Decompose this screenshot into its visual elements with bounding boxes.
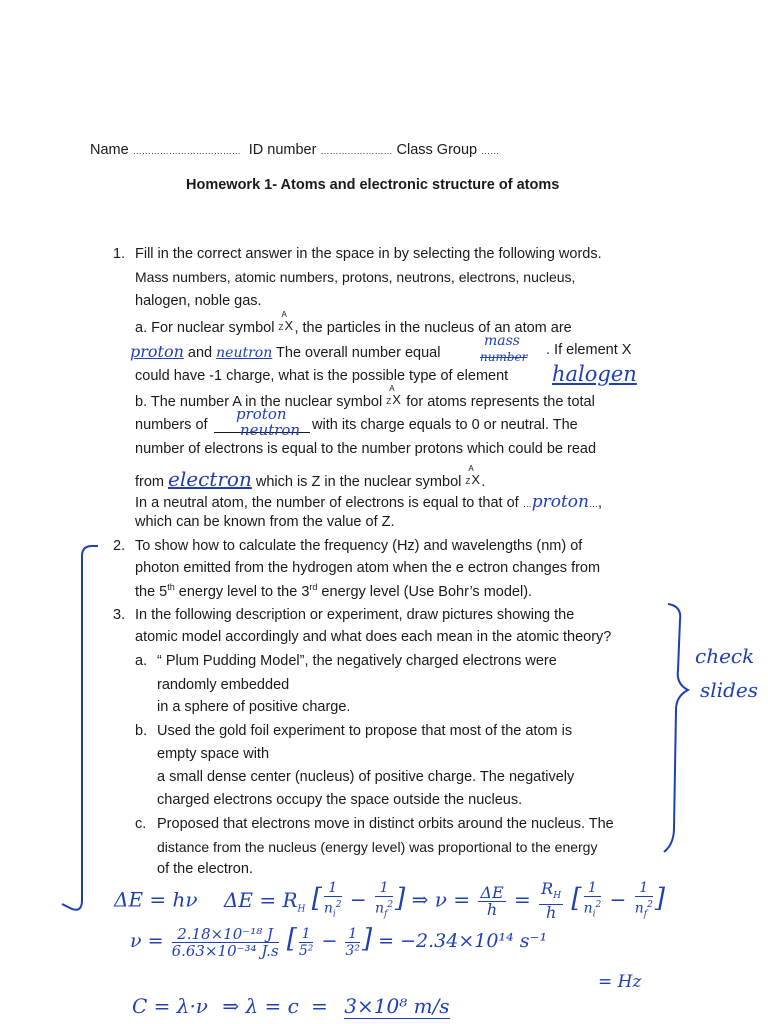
q1-line1: Fill in the correct answer in the space in by selecting the following words. bbox=[135, 246, 602, 262]
id-blank: …………………… bbox=[320, 146, 393, 156]
work-line-2: ν = $\frac{\text{2.18×10⁻¹⁸ J}}{\text{6.63×10⁻³⁴ J.s}}$ [ $\frac{1}{\text{5²}}$ − $\frac{1}{\text{3²}}$ ] = −2.34×10¹⁴ s⁻¹ bbox=[130, 924, 548, 960]
q1-line2: Mass numbers, atomic numbers, protons, neutrons, electrons, nucleus, bbox=[135, 269, 576, 285]
answer-neutron: neutron bbox=[216, 345, 273, 361]
answer-halogen: halogen bbox=[552, 362, 637, 386]
work-hz: = Hz bbox=[598, 972, 642, 992]
q2-line1: To show how to calculate the frequency (Hz) and wavelengths (nm) of bbox=[135, 538, 583, 554]
name-field bbox=[90, 142, 499, 158]
answer-mass: mass bbox=[484, 333, 520, 349]
q3-a-label: a. bbox=[135, 653, 148, 669]
q1-line3: halogen, noble gas. bbox=[135, 293, 262, 309]
q3-number: 3. bbox=[113, 607, 126, 623]
q1-a-line3: could have -1 charge, what is the possible type of element bbox=[135, 368, 509, 384]
id-label: ID number bbox=[248, 142, 317, 158]
q3-line2: atomic model accordingly and what does each mean in the atomic theory? bbox=[135, 629, 612, 645]
q3-b-line3: a small dense center (nucleus) of positive charge. The negatively bbox=[157, 769, 575, 785]
class-blank: …… bbox=[481, 146, 500, 156]
name-label: Name bbox=[90, 142, 129, 158]
answer-b-neutron: neutron bbox=[240, 421, 301, 439]
q3-c-line3: of the electron. bbox=[157, 861, 253, 877]
right-brace bbox=[660, 600, 700, 860]
q1-b-line2-pre: numbers of bbox=[135, 417, 208, 433]
q3-b-label: b. bbox=[135, 723, 148, 739]
note-slides: slides bbox=[700, 678, 758, 702]
q3-a-line3: in a sphere of positive charge. bbox=[157, 699, 351, 715]
q3-b-line1: Used the gold foil experiment to propose that most of the atom is bbox=[157, 723, 573, 739]
q3-a-line1: “ Plum Pudding Model”, the negatively charged electrons were bbox=[157, 653, 557, 669]
answer-proton: proton bbox=[130, 342, 184, 361]
q1-a-line1: a. For nuclear symbol A Z X , the particles in the nucleus of an atom are bbox=[135, 310, 572, 336]
q2-number: 2. bbox=[113, 538, 126, 554]
q3-a-line2: randomly embedded bbox=[157, 677, 290, 693]
q3-b-line4: charged electrons occupy the space outside the nucleus. bbox=[157, 792, 523, 808]
q3-c-label: c. bbox=[135, 816, 147, 832]
q2-line2: photon emitted from the hydrogen atom when the e ectron changes from bbox=[135, 560, 601, 576]
answer-b-proton: proton bbox=[236, 405, 287, 423]
q1-b-line4: from electron which is Z in the nuclear symbol A Z X . bbox=[135, 464, 486, 491]
answer-number: number bbox=[480, 350, 528, 364]
q3-c-line2: distance from the nucleus (energy level) was proportional to the energy bbox=[157, 839, 598, 855]
work-line-3: C = λ·ν ⇒ λ = c = 3×10⁸ m/s bbox=[132, 994, 450, 1018]
class-label: Class Group bbox=[396, 142, 478, 158]
q1-b-line1: b. The number A in the nuclear symbol A Z X for atoms represents the total bbox=[135, 384, 595, 410]
nuclear-symbol: A Z X bbox=[278, 310, 294, 333]
q3-line1: In the following description or experiment, draw pictures showing the bbox=[135, 607, 575, 623]
q2-line3: the 5th energy level to the 3rd energy level (Use Bohr’s model). bbox=[135, 582, 533, 600]
page-title: Homework 1- Atoms and electronic structure of atoms bbox=[186, 177, 560, 193]
q1-b-line2-post: with its charge equals to 0 or neutral. The bbox=[312, 417, 578, 433]
q1-a-line2: proton and neutron The overall number equal bbox=[130, 342, 441, 361]
q1-b-line5: In a neutral atom, the number of electrons is equal to that of …proton…, bbox=[135, 492, 602, 512]
q3-c-line1: Proposed that electrons move in distinct orbits around the nucleus. The bbox=[157, 816, 614, 832]
q1-b-line3: number of electrons is equal to the number protons which could be read bbox=[135, 441, 597, 457]
left-bracket bbox=[58, 540, 98, 920]
q3-b-line2: empty space with bbox=[157, 746, 270, 762]
q1-number: 1. bbox=[113, 246, 126, 262]
note-check: check bbox=[695, 644, 755, 668]
work-line-1: ΔE = hν $\Delta E = R_H$ [ $\frac{1}{n_i^2}$ − $\frac{1}{n_f^2}$ ] ⇒ ν = $\frac{\Delta E}{h}$ = $\frac{R_H}{h}$ [ $\frac{1}{n_i^2}$ − $\frac{1}{n_f^2}$ ] bbox=[114, 879, 665, 923]
q1-b-line6: which can be known from the value of Z. bbox=[135, 514, 395, 530]
answer-electron: electron bbox=[168, 467, 252, 491]
name-blank: ……………………………… bbox=[132, 146, 241, 156]
q1-a-line2-end: . If element X bbox=[546, 342, 632, 358]
answer-proton-2: proton bbox=[531, 492, 589, 512]
